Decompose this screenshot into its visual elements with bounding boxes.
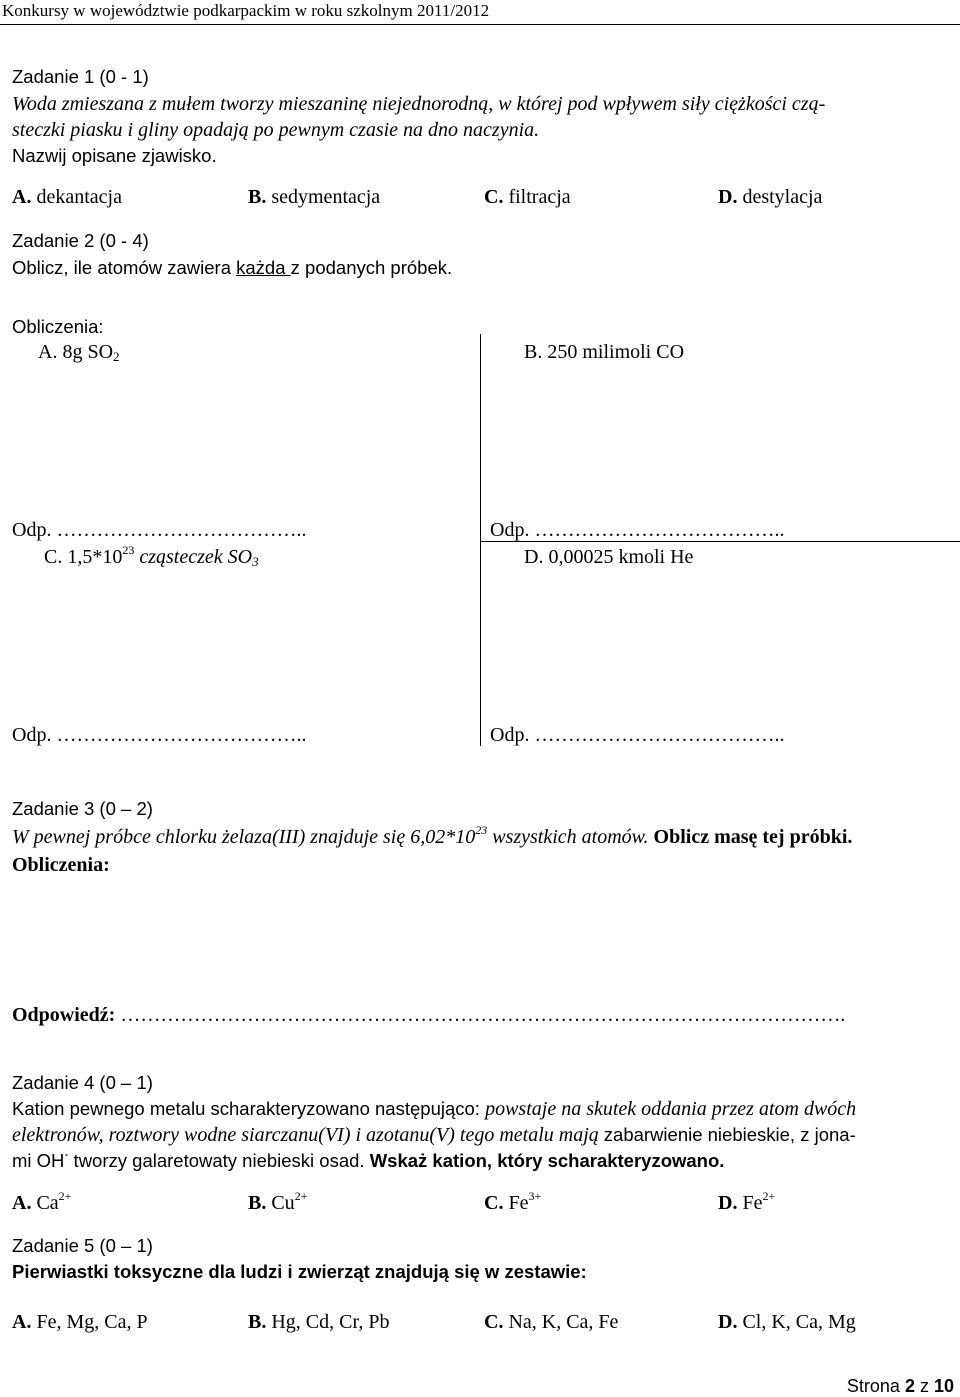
task1-option-d-text: destylacja	[742, 186, 823, 208]
page-footer: Strona 2 z 10	[846, 1376, 954, 1396]
task1-option-b: B. sedymentacja	[248, 186, 381, 208]
page-number: 2	[904, 1376, 915, 1396]
task2-question: Oblicz, ile atomów zawiera każda z podanych próbek.	[12, 257, 453, 278]
task5-option-a: A. Fe, Mg, Ca, P	[12, 1311, 148, 1333]
task1-option-d: D. destylacja	[718, 186, 823, 208]
task4-option-b: B. $Cu^{2+}$	[248, 1189, 308, 1214]
task5-option-d: D. Cl, K, Ca, Mg	[718, 1311, 856, 1333]
task4-text-line1: Kation pewnego metalu scharakteryzowano następująco: powstaje na skutek oddania przez atom dwóch	[12, 1098, 857, 1120]
task2-answer-a: Odp. ………………………………..	[12, 519, 307, 541]
task5-option-b: B. Hg, Cd, Cr, Pb	[248, 1311, 390, 1333]
task5-question: Pierwiastki toksyczne dla ludzi i zwierząt znajdują się w zestawie:	[12, 1261, 587, 1282]
task1-option-a: A. dekantacja	[12, 186, 122, 208]
task4-text-line2: elektronów, roztwory wodne siarczanu(VI) i azotanu(V) tego metalu mają zabarwienie niebieskie, z jona-	[12, 1124, 856, 1146]
task3-answer: Odpowiedź: ……………………………………………………………………………………………….	[12, 1004, 846, 1026]
task3-title: Zadanie 3 (0 – 2)	[12, 798, 153, 819]
task4-title: Zadanie 4 (0 – 1)	[12, 1072, 153, 1093]
task1-text-line2: steczki piasku i gliny opadają po pewnym czasie na dno naczynia.	[12, 119, 540, 141]
task2-sample-b: B. 250 milimoli CO	[524, 341, 685, 363]
page-total: 10	[933, 1376, 954, 1396]
task3-question: W pewnej próbce chlorku żelaza(III) znajduje się $6,02*10^{23}$ wszystkich atomów. Oblicz masę tej próbki.	[12, 823, 853, 848]
task2-sample-d: D. 0,00025 kmoli He	[524, 546, 694, 568]
task2-sample-a: A. 8g $SO_2$	[38, 341, 120, 364]
grid-vertical-divider	[480, 334, 481, 746]
task4-text-line3: mi OH- tworzy galaretowaty niebieski osad. Wskaż kation, który scharakteryzowano.	[12, 1147, 725, 1171]
task2-answer-d: Odp. ………………………………..	[490, 724, 785, 746]
task1-question: Nazwij opisane zjawisko.	[12, 145, 217, 166]
task2-sample-c: C. $1,5*10^{23}$ cząsteczek $SO_3$	[44, 543, 259, 569]
task4-option-c: C. $Fe^{3+}$	[484, 1189, 542, 1214]
task4-option-a: A. $Ca^{2+}$	[12, 1189, 72, 1214]
task5-option-c: C. Na, K, Ca, Fe	[484, 1311, 619, 1333]
task4-option-d: D. $Fe^{2+}$	[718, 1189, 776, 1214]
task1-option-c-text: filtracja	[508, 186, 571, 208]
task2-title: Zadanie 2 (0 - 4)	[12, 230, 149, 251]
task2-answer-c: Odp. ………………………………..	[12, 724, 307, 746]
task2-answer-b: Odp. ………………………………..	[490, 519, 785, 541]
task1-title: Zadanie 1 (0 - 1)	[12, 66, 149, 87]
task1-option-c: C. filtracja	[484, 186, 571, 208]
page-header	[0, 0, 960, 25]
task3-calc-label: Obliczenia:	[12, 854, 110, 876]
task1-text-line1: Woda zmieszana z mułem tworzy mieszaninę niejednorodną, w której pod wpływem siły ciężkości czą-	[12, 93, 826, 115]
task2-calc-label: Obliczenia:	[12, 316, 104, 337]
task5-title: Zadanie 5 (0 – 1)	[12, 1235, 153, 1256]
header-title: Konkursy w województwie podkarpackim w roku szkolnym 2011/2012	[2, 1, 490, 20]
task1-option-b-text: sedymentacja	[271, 186, 381, 208]
task2-emphasis: każda	[236, 257, 291, 278]
task1-option-a-text: dekantacja	[36, 186, 122, 208]
